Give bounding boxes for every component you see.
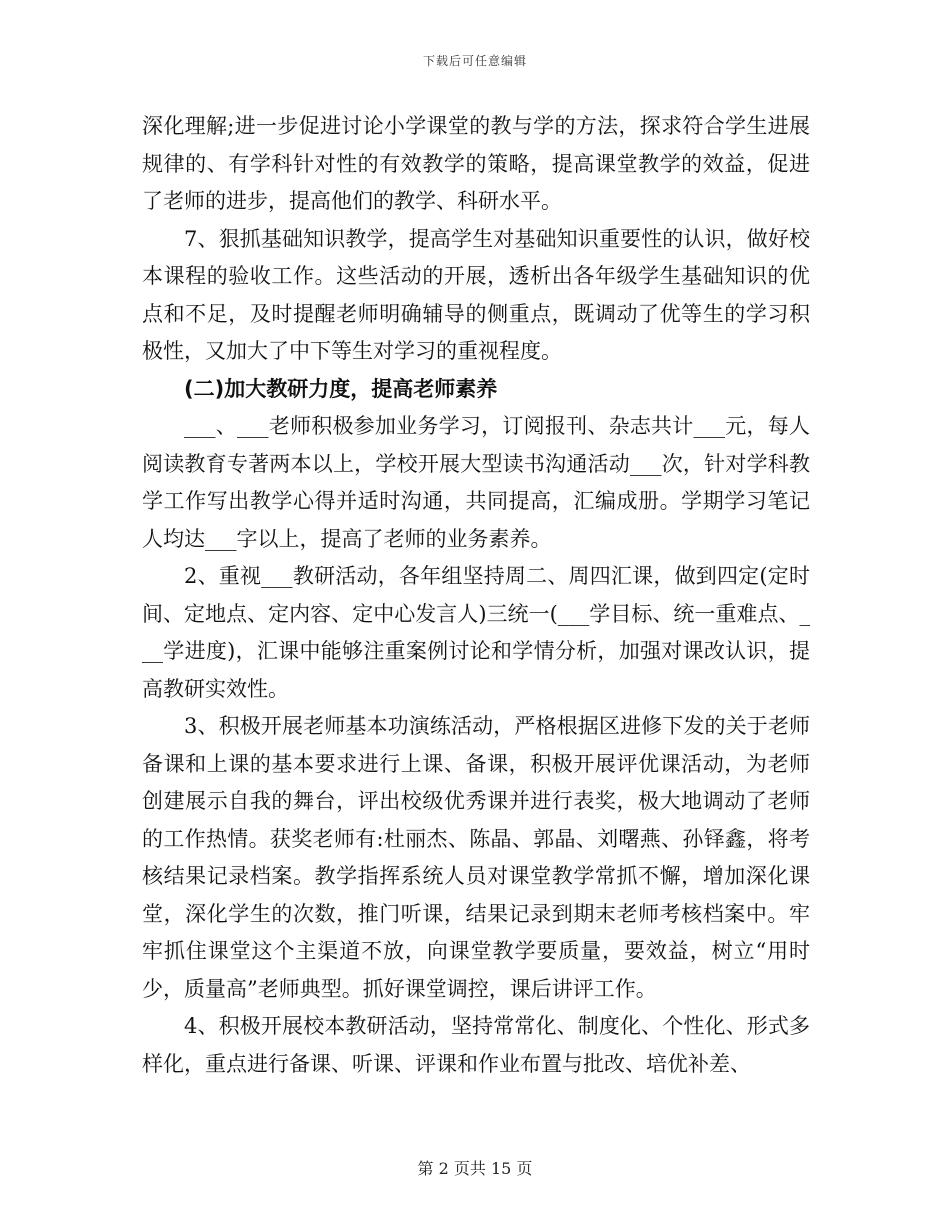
paragraph-item-1: ___、___老师积极参加业务学习，订阅报刊、杂志共计___元，每人阅读教育专著两本以上，学校开展大型读书沟通活动___次，针对学科教学工作写出教学心得并适时沟通，共同提高，汇编成册。学期学习笔记人均达___字以上，提高了老师的业务素养。 xyxy=(142,414,810,551)
document-body xyxy=(142,108,810,1083)
paragraph-continuation: 深化理解;进一步促进讨论小学课堂的教与学的方法，探求符合学生进展规律的、有学科针对性的有效教学的策略，提高课堂教学的效益，促进了老师的进步，提高他们的教学、科研水平。 xyxy=(142,114,810,213)
paragraph-item-7: 7、狠抓基础知识教学，提高学生对基础知识重要性的认识，做好校本课程的验收工作。这些活动的开展，透析出各年级学生基础知识的优点和不足，及时提醒老师明确辅导的侧重点，既调动了优等生的学习积极性，又加大了中下等生对学习的重视程度。 xyxy=(142,226,810,363)
section-heading: (二)加大教研力度，提高老师素养 xyxy=(184,376,498,401)
page-footer: 第 2 页共 15 页 xyxy=(417,1159,533,1178)
paragraph-item-3: 3、积极开展老师基本功演练活动，严格根据区进修下发的关于老师备课和上课的基本要求进行上课、备课，积极开展评优课活动，为老师创建展示自我的舞台，评出校级优秀课并进行表奖，极大地调动了老师的工作热情。获奖老师有:杜丽杰、陈晶、郭晶、刘曙燕、孙铎鑫，将考核结果记录档案。教学指挥系统人员对课堂教学常抓不懈，增加深化课堂，深化学生的次数，推门听课，结果记录到期末老师考核档案中。牢牢抓住课堂这个主渠道不放，向课堂教学要质量，要效益，树立“用时少，质量高”老师典型。抓好课堂调控，课后讲评工作。 xyxy=(142,714,810,1001)
page-header: 下载后可任意编辑 xyxy=(422,54,527,68)
paragraph-item-2: 2、重视___教研活动，各年组坚持周二、周四汇课，做到四定(定时间、定地点、定内容、定中心发言人)三统一(___学目标、统一重难点、___学进度)，汇课中能够注重案例讨论和学情分析，加强对课改认识，提高教研实效性。 xyxy=(142,564,810,701)
paragraph-item-4: 4、积极开展校本教研活动，坚持常常化、制度化、个性化、形式多样化，重点进行备课、听课、评课和作业布置与批改、培优补差、 xyxy=(142,1014,810,1076)
